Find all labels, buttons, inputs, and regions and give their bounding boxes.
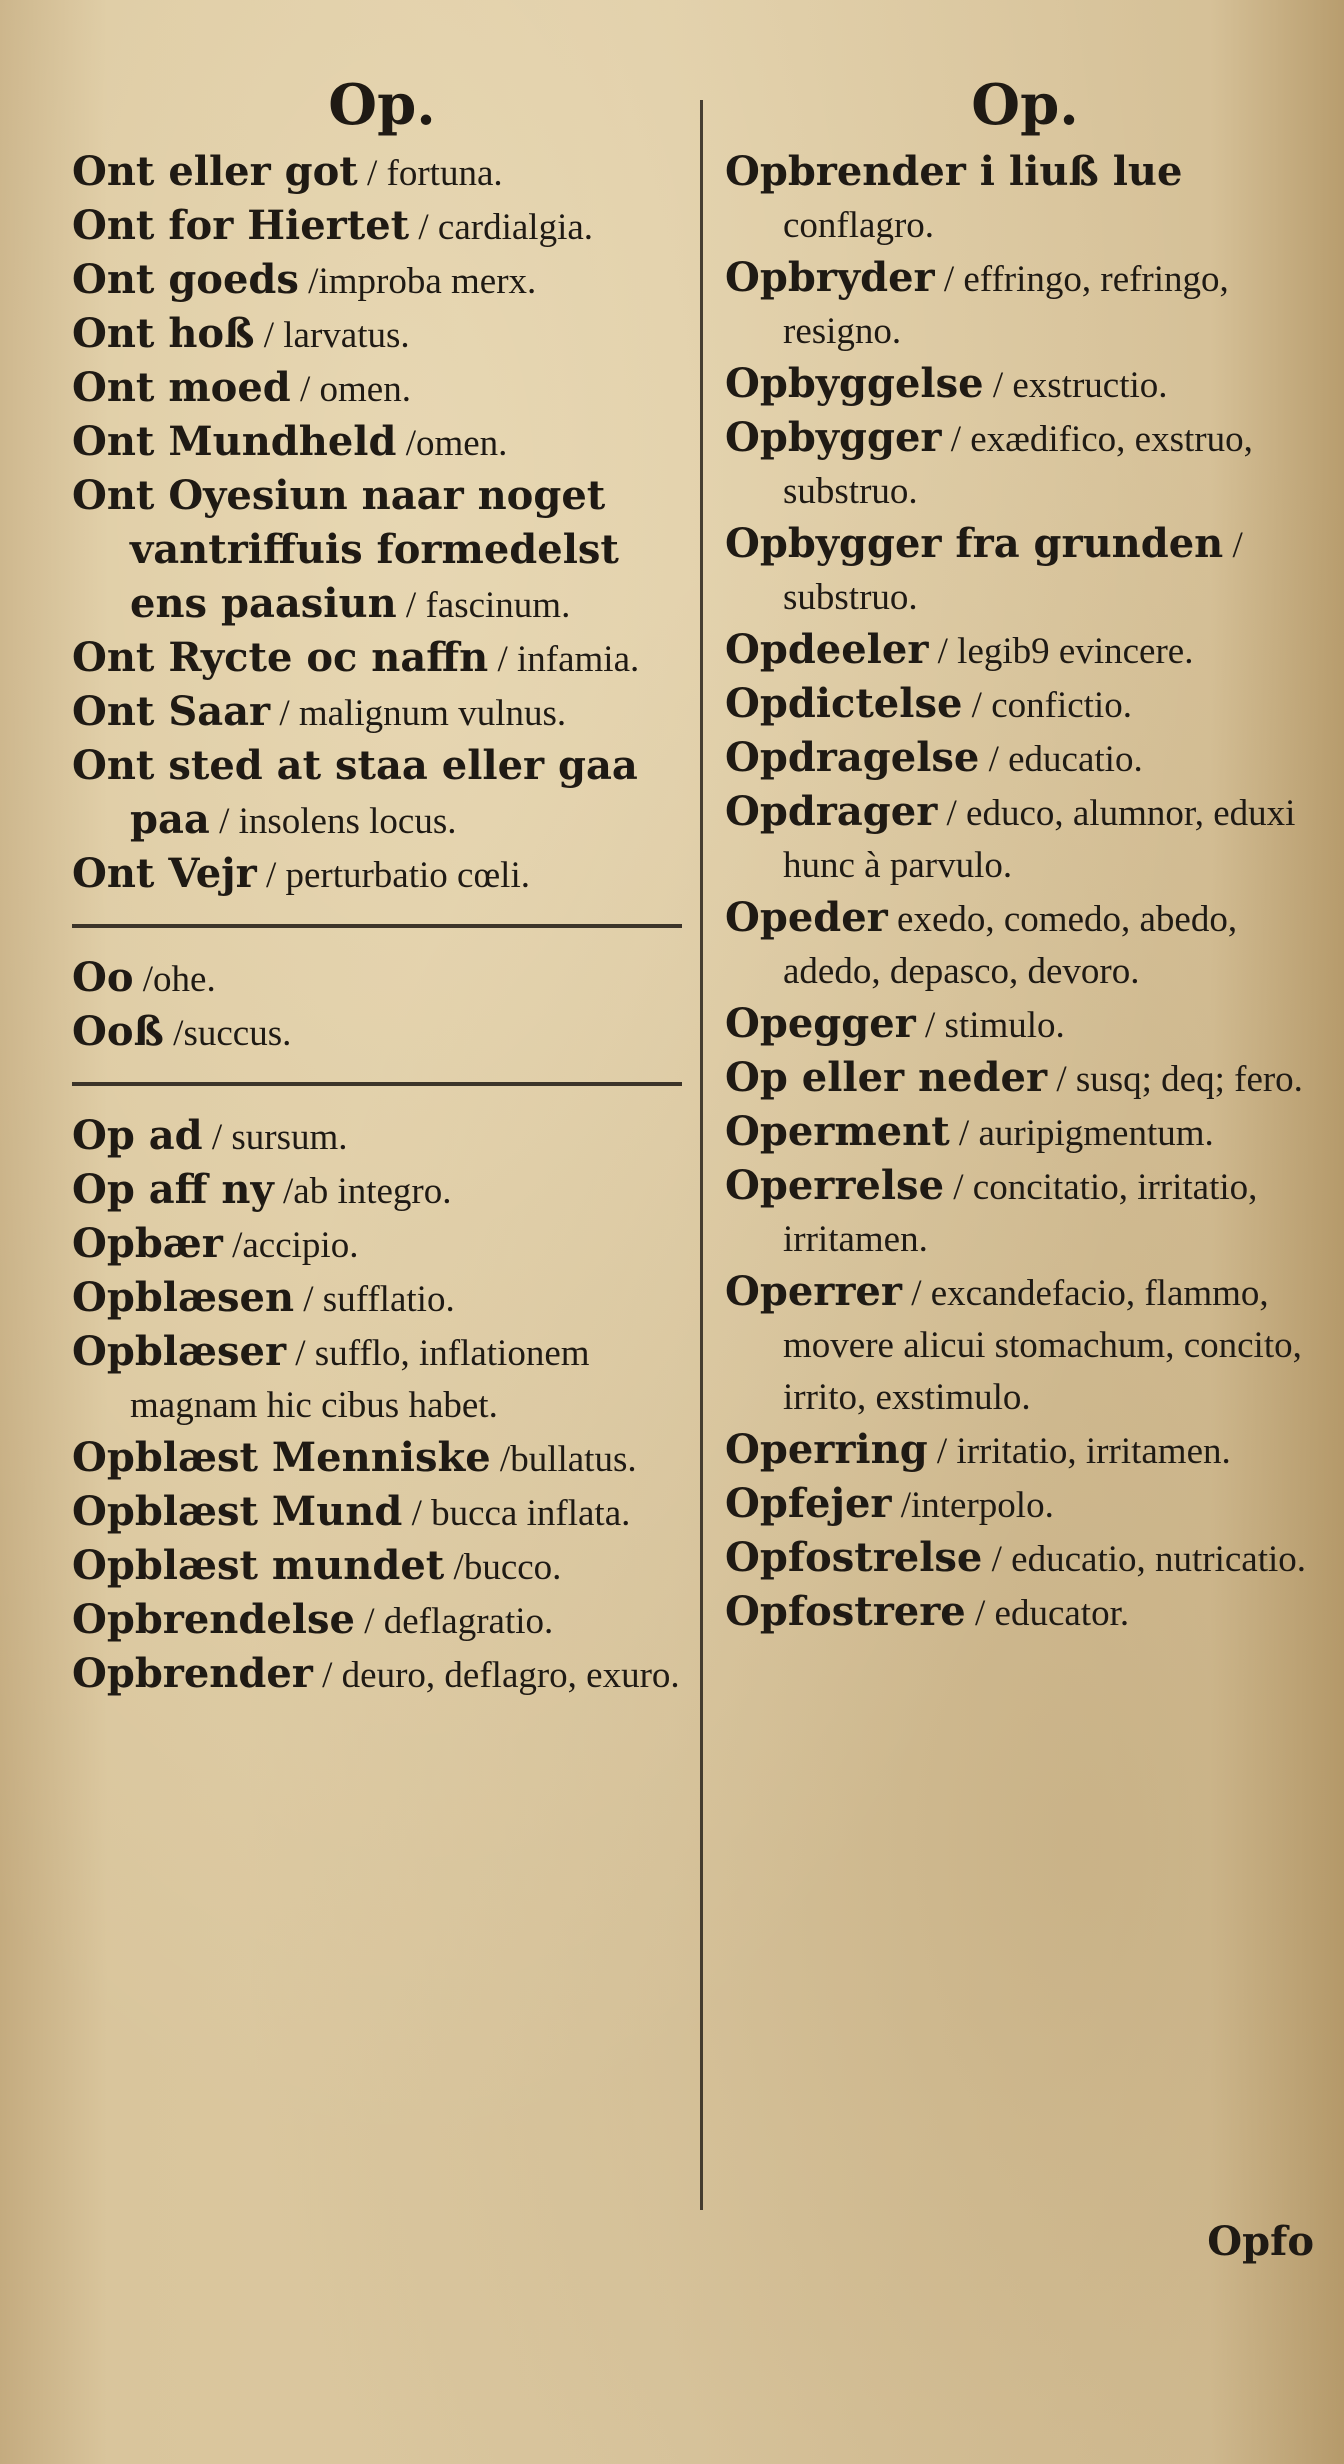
dictionary-entry — [72, 1540, 692, 1594]
entry-headword: Ont for Hiertet — [72, 202, 410, 249]
dictionary-entry — [725, 1424, 1325, 1478]
entry-headword: Operrelse — [725, 1162, 945, 1209]
dictionary-entry — [725, 412, 1325, 518]
entry-headword: Opbryder — [725, 254, 935, 301]
entry-definition: / cardialgia. — [418, 207, 594, 248]
dictionary-entry — [72, 1110, 692, 1164]
dictionary-entry — [72, 470, 692, 632]
entry-definition: / sufflo, inflationem magnam hic cibus habet. — [130, 1333, 590, 1426]
entry-headword: Ont Saar — [72, 688, 271, 735]
dictionary-entry — [72, 1326, 692, 1432]
entry-definition: conflagro. — [783, 205, 935, 246]
entry-definition: / fascinum. — [405, 585, 571, 626]
dictionary-entry — [725, 146, 1325, 252]
entry-headword: Opdictelse — [725, 680, 963, 727]
entry-headword: Ont Rycte oc naffn — [72, 634, 489, 681]
dictionary-entry — [725, 358, 1325, 412]
entry-headword: Ont sted at staa eller gaa paa — [72, 742, 638, 843]
dictionary-entry — [725, 1478, 1325, 1532]
entry-headword: Opbygger — [725, 414, 942, 461]
dictionary-entry — [72, 686, 692, 740]
entry-headword: Opdeeler — [725, 626, 929, 673]
entry-definition: / susq; deq; fero. — [1056, 1059, 1303, 1100]
entry-headword: Opbyggelse — [725, 360, 984, 407]
entry-headword: Opeder — [725, 894, 888, 941]
entry-headword: Op aff ny — [72, 1166, 274, 1213]
entry-headword: Ont moed — [72, 364, 291, 411]
entry-headword: Ont goeds — [72, 256, 299, 303]
catchword: Opfo — [1207, 2218, 1314, 2265]
entry-definition: /ab integro. — [283, 1171, 452, 1212]
entry-headword: Opbrender — [72, 1650, 313, 1697]
entry-headword: Op ad — [72, 1112, 203, 1159]
entry-headword: Opblæst Mund — [72, 1488, 403, 1535]
entry-headword: Ont eller got — [72, 148, 358, 195]
entry-definition: / omen. — [300, 369, 411, 410]
dictionary-entry — [725, 1052, 1325, 1106]
dictionary-entry — [72, 1272, 692, 1326]
dictionary-entry — [72, 308, 692, 362]
entry-definition: / insolens locus. — [219, 801, 457, 842]
entry-definition: /omen. — [405, 423, 508, 464]
dictionary-entry — [72, 740, 692, 848]
dictionary-entry — [725, 892, 1325, 998]
entry-definition: / legib9 evincere. — [937, 631, 1194, 672]
dictionary-entry — [72, 1218, 692, 1272]
column-divider — [700, 100, 703, 2210]
entry-headword: Opbær — [72, 1220, 223, 1267]
entry-definition: / perturbatio cœli. — [265, 855, 530, 896]
dictionary-entry — [725, 786, 1325, 892]
entry-headword: Opbrender i liuß lue — [725, 148, 1183, 195]
dictionary-entry — [72, 952, 692, 1006]
entry-definition: / exstructio. — [992, 365, 1168, 406]
dictionary-entry — [725, 732, 1325, 786]
dictionary-entry — [72, 1006, 692, 1060]
left-group-op — [72, 1110, 692, 1702]
dictionary-entry — [72, 416, 692, 470]
entry-headword: Opblæser — [72, 1328, 287, 1375]
entry-definition: / educatio, nutricatio. — [991, 1539, 1307, 1580]
dictionary-entry — [725, 1106, 1325, 1160]
dictionary-entry — [72, 1486, 692, 1540]
entry-definition: / fortuna. — [367, 153, 503, 194]
entry-headword: Opdragelse — [725, 734, 980, 781]
entry-definition: /ohe. — [142, 959, 216, 1000]
left-group-ont — [72, 146, 692, 902]
dictionary-entry — [72, 632, 692, 686]
entry-definition: /accipio. — [232, 1225, 359, 1266]
section-rule — [72, 1082, 682, 1086]
entry-headword: Oo — [72, 954, 134, 1001]
entry-headword: Opblæst mundet — [72, 1542, 445, 1589]
running-head-right: Op. — [971, 72, 1079, 138]
entry-headword: Operment — [725, 1108, 950, 1155]
entry-headword: Operring — [725, 1426, 928, 1473]
dictionary-entry — [725, 678, 1325, 732]
entry-headword: Opfejer — [725, 1480, 892, 1527]
entry-headword: Opdrager — [725, 788, 938, 835]
entry-headword: Opblæst Menniske — [72, 1434, 491, 1481]
left-column — [72, 70, 692, 1702]
entry-definition: / confictio. — [971, 685, 1132, 726]
entry-headword: Opegger — [725, 1000, 916, 1047]
dictionary-entry — [725, 1160, 1325, 1266]
left-group-oo — [72, 952, 692, 1060]
entry-definition: / substruo. — [783, 525, 1243, 618]
running-head-left: Op. — [328, 72, 436, 138]
entry-definition: / infamia. — [497, 639, 640, 680]
entry-definition: / auripigmentum. — [958, 1113, 1214, 1154]
entry-definition: / deflagratio. — [364, 1601, 554, 1642]
entry-headword: Ooß — [72, 1008, 164, 1055]
entry-definition: / deuro, deflagro, exuro. — [322, 1655, 680, 1696]
dictionary-entry — [725, 1266, 1325, 1424]
entry-definition: / stimulo. — [924, 1005, 1065, 1046]
entry-definition: / educator. — [975, 1593, 1130, 1634]
entry-definition: / malignum vulnus. — [279, 693, 567, 734]
entry-headword: Ont Vejr — [72, 850, 257, 897]
entry-definition: /bucco. — [453, 1547, 562, 1588]
dictionary-entry — [725, 1532, 1325, 1586]
entry-headword: Opbrendelse — [72, 1596, 355, 1643]
entry-headword: Op eller neder — [725, 1054, 1048, 1101]
entry-definition: / effringo, refringo, resigno. — [783, 259, 1229, 352]
dictionary-entry — [72, 1648, 692, 1702]
entry-definition: / educo, alumnor, eduxi hunc à parvulo. — [783, 793, 1296, 886]
entry-headword: Ont Mundheld — [72, 418, 397, 465]
section-rule — [72, 924, 682, 928]
entry-definition: / bucca inflata. — [411, 1493, 631, 1534]
entry-definition: /interpolo. — [900, 1485, 1054, 1526]
entry-definition: / concitatio, irritatio, irritamen. — [783, 1167, 1258, 1260]
dictionary-entry — [72, 146, 692, 200]
dictionary-entry — [72, 362, 692, 416]
entry-headword: Operrer — [725, 1268, 902, 1315]
dictionary-entry — [725, 1586, 1325, 1640]
dictionary-entry — [72, 1164, 692, 1218]
entry-headword: Ont Oyesiun naar noget vantriffuis formedelst ens paasiun — [72, 472, 619, 627]
dictionary-entry — [72, 1432, 692, 1486]
entry-headword: Opfostrere — [725, 1588, 966, 1635]
entry-headword: Ont hoß — [72, 310, 255, 357]
entry-headword: Opfostrelse — [725, 1534, 983, 1581]
entry-definition: / sufflatio. — [303, 1279, 455, 1320]
entry-definition: /succus. — [173, 1013, 292, 1054]
entry-definition: / excandefacio, flammo, movere alicui stomachum, concito, irrito, exstimulo. — [783, 1273, 1302, 1418]
right-group-op — [725, 146, 1325, 1640]
entry-headword: Opblæsen — [72, 1274, 295, 1321]
dictionary-entry — [72, 254, 692, 308]
dictionary-entry — [72, 1594, 692, 1648]
entry-definition: / irritatio, irritamen. — [936, 1431, 1231, 1472]
entry-definition: / larvatus. — [263, 315, 410, 356]
dictionary-entry — [725, 252, 1325, 358]
entry-definition: / educatio. — [988, 739, 1143, 780]
dictionary-entry — [725, 624, 1325, 678]
entry-definition: exedo, comedo, abedo, adedo, depasco, devoro. — [783, 899, 1238, 992]
entry-definition: / exædifico, exstruo, substruo. — [783, 419, 1253, 512]
dictionary-entry — [725, 998, 1325, 1052]
entry-definition: /improba merx. — [308, 261, 537, 302]
dictionary-entry — [725, 518, 1325, 624]
entry-definition: /bullatus. — [499, 1439, 637, 1480]
dictionary-entry — [72, 848, 692, 902]
entry-headword: Opbygger fra grunden — [725, 520, 1224, 567]
entry-definition: / sursum. — [211, 1117, 348, 1158]
right-column — [725, 70, 1325, 1640]
dictionary-entry — [72, 200, 692, 254]
